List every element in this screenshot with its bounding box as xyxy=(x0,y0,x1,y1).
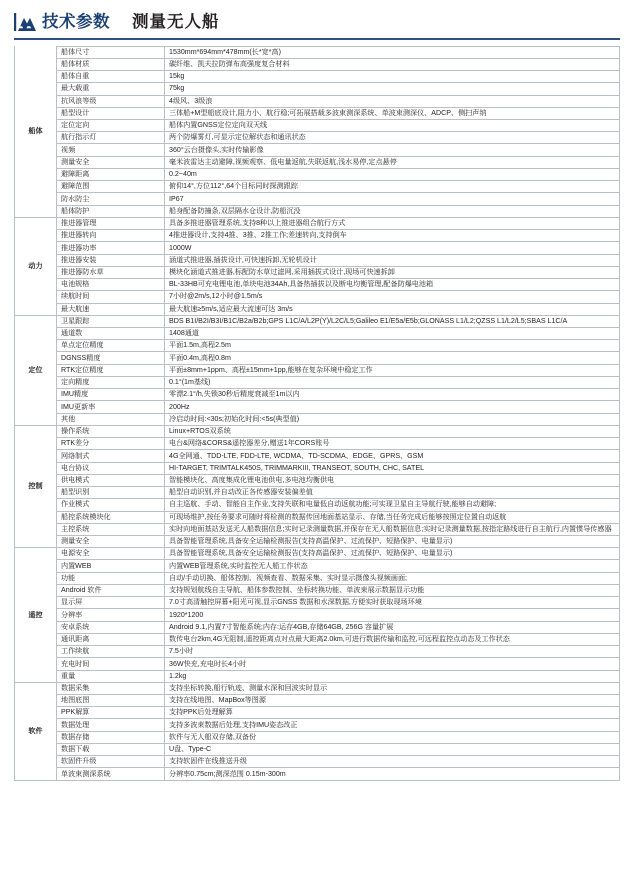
param-label: 最大航速 xyxy=(57,303,165,315)
param-value: 支持在线地图、MapBox等图源 xyxy=(165,695,620,707)
table-row xyxy=(15,707,620,719)
param-value: 电台&网络&CORS&遥控器差分,赠送1年CORS账号 xyxy=(165,438,620,450)
table-row xyxy=(15,499,620,511)
table-row xyxy=(15,58,620,70)
param-value: 4推进器设计,支持4推、3推、2推工作;差速转向,支持倒车 xyxy=(165,230,620,242)
param-label: DGNSS精度 xyxy=(57,352,165,364)
table-row xyxy=(15,731,620,743)
param-label: 安卓系统 xyxy=(57,621,165,633)
param-label: 数据处理 xyxy=(57,719,165,731)
param-label: 定位定向 xyxy=(57,120,165,132)
param-value: 具备多推进器管理系统,支持8种以上推进器组合航行方式 xyxy=(165,217,620,229)
mountain-lines-logo-icon xyxy=(14,12,36,32)
table-row xyxy=(15,279,620,291)
table-row xyxy=(15,621,620,633)
param-value: 75kg xyxy=(165,83,620,95)
table-row xyxy=(15,682,620,694)
spec-table xyxy=(14,46,620,781)
param-label: 视频 xyxy=(57,144,165,156)
param-value: 两个防爆雾灯,可显示定位解状态和通讯状态 xyxy=(165,132,620,144)
param-label: 推进器管理 xyxy=(57,217,165,229)
param-label: 航行指示灯 xyxy=(57,132,165,144)
table-row xyxy=(15,303,620,315)
param-value: 1408通道 xyxy=(165,327,620,339)
param-value: 具备智能管理系统,具备安全运输检测报告(支持高温保护、过流保护、短路保护、电量显示) xyxy=(165,535,620,547)
param-label: 操作系统 xyxy=(57,425,165,437)
param-label: 定向精度 xyxy=(57,376,165,388)
table-row xyxy=(15,523,620,535)
param-label: 数据存储 xyxy=(57,731,165,743)
param-label: 推进器防水草 xyxy=(57,266,165,278)
param-value: 内置WEB管理系统,实时监控无人船工作状态 xyxy=(165,560,620,572)
param-label: 充电时间 xyxy=(57,658,165,670)
param-label: 网络制式 xyxy=(57,450,165,462)
param-label: 单点定位精度 xyxy=(57,340,165,352)
param-label: 测量安全 xyxy=(57,156,165,168)
param-value: BDS B1I/B2I/B3I/B1C/B2a/B2b;GPS L1C/A/L2P(Y)/L2C/L5;Galileo E1/E5a/E5b;GLONASS L1/L2;QZSS L1/L2/L5;SBAS L1C/A xyxy=(165,315,620,327)
table-row xyxy=(15,413,620,425)
table-row xyxy=(15,132,620,144)
param-value: 200Hz xyxy=(165,401,620,413)
table-row xyxy=(15,107,620,119)
param-label: 重量 xyxy=(57,670,165,682)
param-label: 卫星跟踪 xyxy=(57,315,165,327)
param-label: 推进器转向 xyxy=(57,230,165,242)
param-value: 自主巡航、手动、智能自主作业,支持失联和电量低自动返航功能;可实现卫星自主导航行驶,能够自动避障; xyxy=(165,499,620,511)
table-row xyxy=(15,560,620,572)
table-row xyxy=(15,291,620,303)
table-row xyxy=(15,181,620,193)
table-row xyxy=(15,266,620,278)
param-label: 测量安全 xyxy=(57,535,165,547)
param-label: 船型识别 xyxy=(57,487,165,499)
param-value: 36W快充,充电时长4小时 xyxy=(165,658,620,670)
table-row xyxy=(15,474,620,486)
param-value: 支持PPK后处理解算 xyxy=(165,707,620,719)
param-label: 抗风浪等级 xyxy=(57,95,165,107)
param-value: IP67 xyxy=(165,193,620,205)
param-value: 俯仰14°,方位112°,64个目标同时探测跟踪 xyxy=(165,181,620,193)
table-row xyxy=(15,450,620,462)
param-label: 单波束测深系统 xyxy=(57,768,165,780)
param-value: 平面0.4m,高程0.8m xyxy=(165,352,620,364)
table-row xyxy=(15,743,620,755)
param-value: 可现场维护,按任务要求可随时将检测的数据传回地面基站显示、存储,当任务完成后能够按照定位置自动返航 xyxy=(165,511,620,523)
spec-table-body xyxy=(15,46,620,780)
param-value: 数传电台2km,4G无阻制,遥控距离点对点最大距离2.0km,可进行数据传输和监控,可远程监控点动态及工作状态 xyxy=(165,633,620,645)
table-row xyxy=(15,425,620,437)
table-row xyxy=(15,658,620,670)
param-label: 软固件升级 xyxy=(57,756,165,768)
param-value: 支持坐标转换,船行轨迹、测量水深和回波实时显示 xyxy=(165,682,620,694)
param-value: Android 9.1,内置7寸智能系统;内存:运存4GB,存储64GB, 256G 容量扩展 xyxy=(165,621,620,633)
table-row xyxy=(15,193,620,205)
param-value: 实时向地面基站发送无人船数据信息;实时记录测量数据,并保存在无人船数据信息;实时记录测量数据,按指定路线进行自主航行,内置惯导传感器 xyxy=(165,523,620,535)
param-label: 避障距离 xyxy=(57,168,165,180)
table-row xyxy=(15,71,620,83)
param-value: 7.5小时 xyxy=(165,646,620,658)
param-label: 电台协议 xyxy=(57,462,165,474)
table-row xyxy=(15,46,620,58)
param-label: 电源安全 xyxy=(57,548,165,560)
param-label: 供电模式 xyxy=(57,474,165,486)
table-row xyxy=(15,340,620,352)
param-label: 船体防护 xyxy=(57,205,165,217)
param-value: 平面1.5m,高程2.5m xyxy=(165,340,620,352)
param-label: 推进器安装 xyxy=(57,254,165,266)
group-label-control: 控制 xyxy=(15,425,57,547)
param-label: IMU更新率 xyxy=(57,401,165,413)
table-row xyxy=(15,376,620,388)
table-row xyxy=(15,609,620,621)
table-row xyxy=(15,548,620,560)
table-row xyxy=(15,156,620,168)
table-row xyxy=(15,719,620,731)
group-label-hull: 船体 xyxy=(15,46,57,217)
table-row xyxy=(15,597,620,609)
page-title: 技术参数 xyxy=(42,12,110,31)
group-label-software: 软件 xyxy=(15,682,57,780)
table-row xyxy=(15,462,620,474)
param-label: 防水防尘 xyxy=(57,193,165,205)
table-row xyxy=(15,327,620,339)
table-row xyxy=(15,633,620,645)
table-row xyxy=(15,120,620,132)
table-row xyxy=(15,254,620,266)
param-value: 船型自动识别,并自动改正各传感器安装偏差值 xyxy=(165,487,620,499)
table-row xyxy=(15,168,620,180)
param-value: 三体船+M型船底设计,阻力小、航行稳;可拓展搭载多波束测深系统、单波束测深仪、ADCP、侧扫声纳 xyxy=(165,107,620,119)
table-row xyxy=(15,487,620,499)
param-label: PPK解算 xyxy=(57,707,165,719)
table-row xyxy=(15,315,620,327)
table-row xyxy=(15,205,620,217)
table-row xyxy=(15,389,620,401)
table-row xyxy=(15,584,620,596)
param-value: U盘、Type-C xyxy=(165,743,620,755)
param-label: 船控系统模块化 xyxy=(57,511,165,523)
table-row xyxy=(15,352,620,364)
param-value: 冷启动时间:<30s;初始化时间:<5s(典型值) xyxy=(165,413,620,425)
param-value: 4级风、3级浪 xyxy=(165,95,620,107)
group-label-positioning: 定位 xyxy=(15,315,57,425)
table-row xyxy=(15,572,620,584)
param-label: RTK差分 xyxy=(57,438,165,450)
param-value: 船身配备防撞条,双层隔水仓设计,防船沉没 xyxy=(165,205,620,217)
param-label: 电池规格 xyxy=(57,279,165,291)
table-row xyxy=(15,646,620,658)
table-row xyxy=(15,511,620,523)
param-value: 平面±8mm+1ppm、高程±15mm+1pp,能够在复杂环境中稳定工作 xyxy=(165,364,620,376)
param-value: 涵道式推进器,插拔设计,可快速拆卸,无轮机设计 xyxy=(165,254,620,266)
param-label: IMU精度 xyxy=(57,389,165,401)
param-value: 支持规划航线自主导航、船体参数控制、坐标转换功能、单波束展示数据显示功能 xyxy=(165,584,620,596)
table-row xyxy=(15,756,620,768)
param-value: 7小时@2m/s,12小时@1.5m/s xyxy=(165,291,620,303)
param-value: 4G全网通、TDD-LTE, FDD-LTE, WCDMA、TD-SCDMA、EDGE、GPRS、GSM xyxy=(165,450,620,462)
param-value: 1000W xyxy=(165,242,620,254)
param-value: 碳纤维、凯夫拉防弹布高强度复合材料 xyxy=(165,58,620,70)
table-row xyxy=(15,217,620,229)
param-label: 船体自重 xyxy=(57,71,165,83)
param-value: 最大航速≥5m/s,适应最大流速可达 3m/s xyxy=(165,303,620,315)
param-value: 船体内置GNSS定位定向双天线 xyxy=(165,120,620,132)
group-label-remote: 遥控 xyxy=(15,548,57,683)
param-label: 船体尺寸 xyxy=(57,46,165,58)
param-value: 毫米波雷达主动避障,视频观察、低电量返航,失联返航,浅水易停,定点悬停 xyxy=(165,156,620,168)
param-label: RTK定位精度 xyxy=(57,364,165,376)
param-label: 主控系统 xyxy=(57,523,165,535)
param-value: 支持多波束数据后处理,支持IMU姿态改正 xyxy=(165,719,620,731)
param-label: 船型设计 xyxy=(57,107,165,119)
param-label: 数据下载 xyxy=(57,743,165,755)
param-value: HI-TARGET, TRIMTALK450S, TRIMMARKIII, TRANSEOT, SOUTH, CHC, SATEL xyxy=(165,462,620,474)
param-label: 最大载重 xyxy=(57,83,165,95)
header-divider xyxy=(14,38,620,40)
param-value: 零漂2.1°/h,失锁30秒后精度衰减至1m以内 xyxy=(165,389,620,401)
table-row xyxy=(15,242,620,254)
table-row xyxy=(15,230,620,242)
param-value: 支持软固件在线推送升级 xyxy=(165,756,620,768)
param-value: 0.1°(1m基线) xyxy=(165,376,620,388)
table-row xyxy=(15,535,620,547)
param-value: 1530mm*694mm*478mm(长*宽*高) xyxy=(165,46,620,58)
param-label: Android 软件 xyxy=(57,584,165,596)
param-label: 工作续航 xyxy=(57,646,165,658)
table-row xyxy=(15,768,620,780)
param-label: 地图底图 xyxy=(57,695,165,707)
param-label: 数据采集 xyxy=(57,682,165,694)
table-row xyxy=(15,438,620,450)
param-label: 作业模式 xyxy=(57,499,165,511)
table-row xyxy=(15,670,620,682)
param-label: 通讯距离 xyxy=(57,633,165,645)
param-value: Linux+RTOS双系统 xyxy=(165,425,620,437)
table-row xyxy=(15,144,620,156)
param-value: 0.2~40m xyxy=(165,168,620,180)
param-value: 模块化涵道式推进器,标配防水草过滤网,采用插拔式设计,现场可快速拆卸 xyxy=(165,266,620,278)
param-value: 15kg xyxy=(165,71,620,83)
param-label: 避障范围 xyxy=(57,181,165,193)
param-value: 1.2kg xyxy=(165,670,620,682)
table-row xyxy=(15,695,620,707)
page-header xyxy=(14,0,620,38)
param-value: 1920*1200 xyxy=(165,609,620,621)
param-value: 分辨率0.75cm;测深范围 0.15m-300m xyxy=(165,768,620,780)
param-value: 自动/手动切换、船体控制、视频查看、数据采集、实时显示摄像头视频画面; xyxy=(165,572,620,584)
table-row xyxy=(15,83,620,95)
param-value: 具备智能管理系统,具备安全运输检测报告(支持高温保护、过流保护、短路保护、电量显示) xyxy=(165,548,620,560)
param-label: 推进器功率 xyxy=(57,242,165,254)
param-value: 软件与无人船双存储,双备份 xyxy=(165,731,620,743)
table-row xyxy=(15,364,620,376)
param-label: 分辨率 xyxy=(57,609,165,621)
param-label: 其他 xyxy=(57,413,165,425)
table-row xyxy=(15,401,620,413)
param-label: 续航时间 xyxy=(57,291,165,303)
param-label: 内置WEB xyxy=(57,560,165,572)
group-label-power: 动力 xyxy=(15,217,57,315)
param-label: 功能 xyxy=(57,572,165,584)
param-value: 360°云台摄像头,实时传输影像 xyxy=(165,144,620,156)
param-value: 智能模块化、高度集成化锂电池供电,多电池均衡供电 xyxy=(165,474,620,486)
table-row xyxy=(15,95,620,107)
page-subtitle: 测量无人船 xyxy=(132,12,220,31)
param-value: 7.0寸高清触控屏幕+阳光可视,显示GNSS 数据和水深数据,方便实时获取现场环境 xyxy=(165,597,620,609)
param-label: 显示屏 xyxy=(57,597,165,609)
param-label: 船体材质 xyxy=(57,58,165,70)
param-value: BL-33HB可充电锂电池,单块电池34Ah,具备热插拔以及断电均衡管理,配备防爆电池箱 xyxy=(165,279,620,291)
param-label: 通道数 xyxy=(57,327,165,339)
